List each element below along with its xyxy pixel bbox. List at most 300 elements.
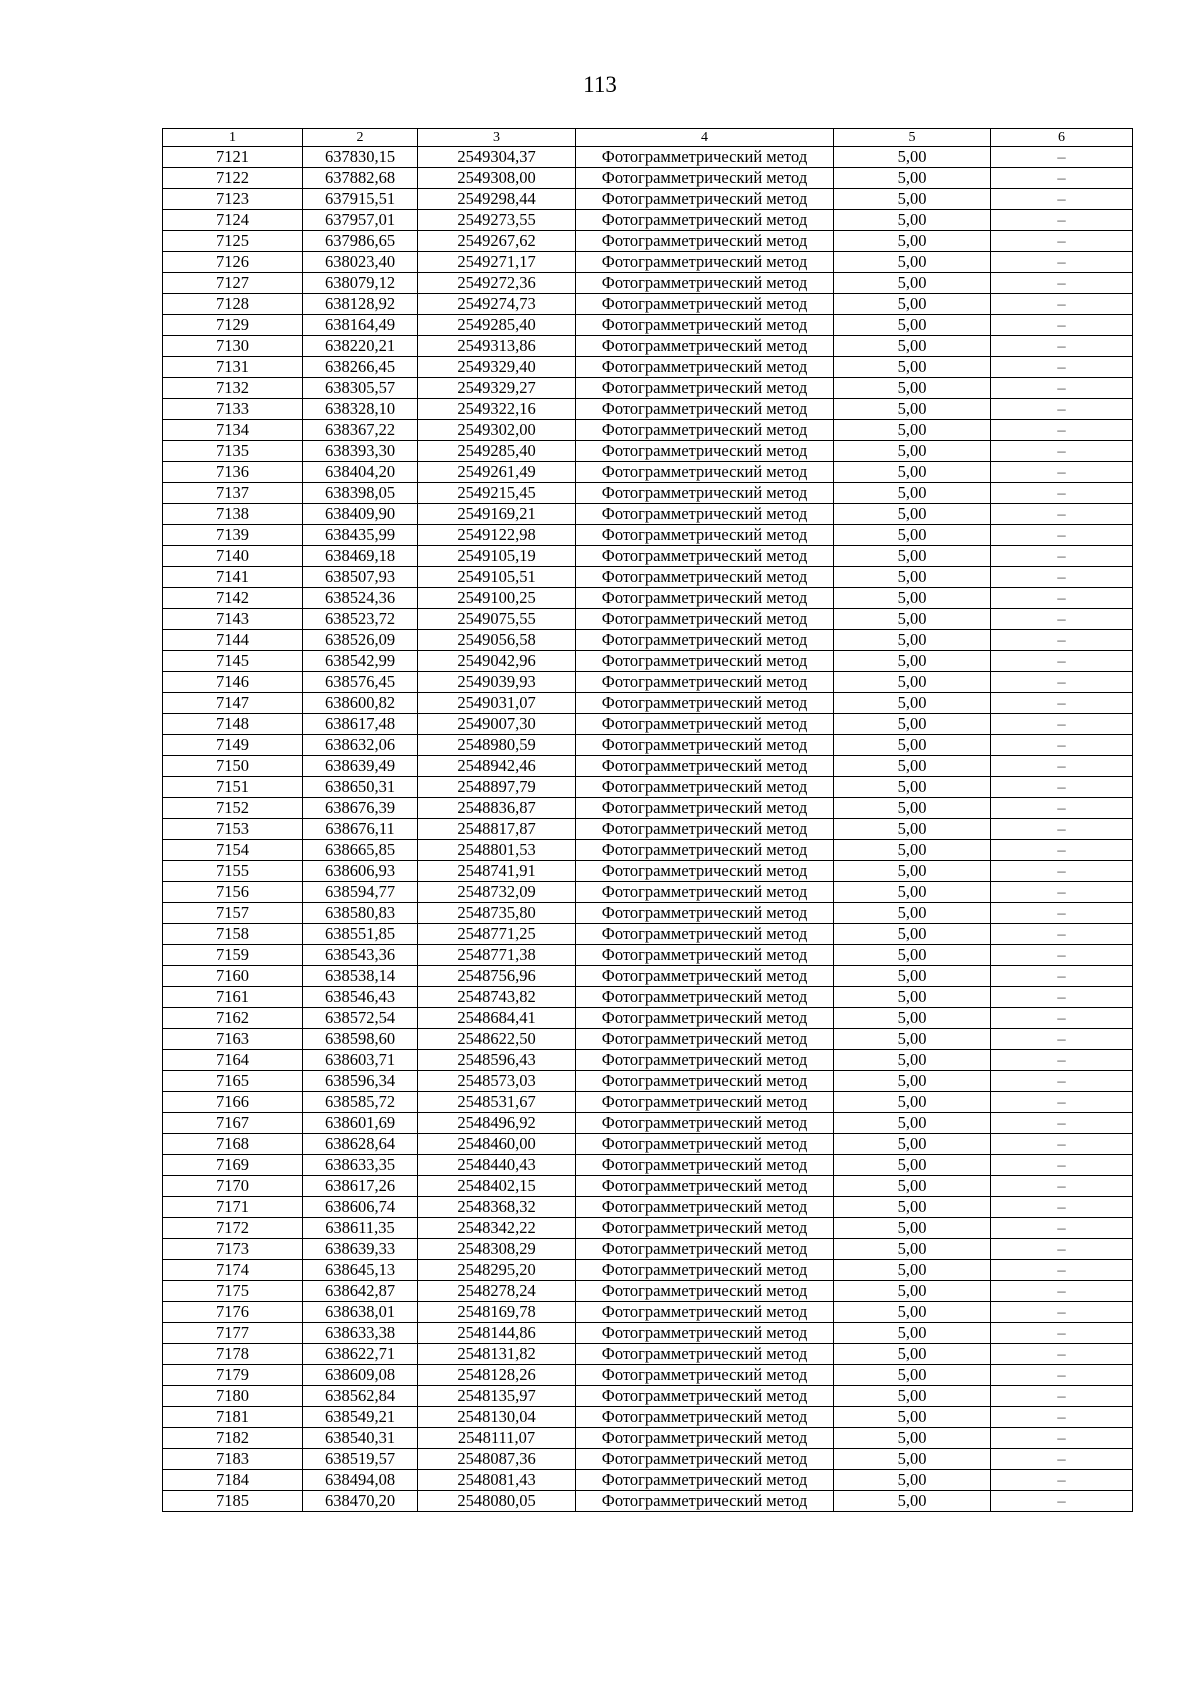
point-number-cell: 7122 (163, 168, 303, 189)
note-cell: – (991, 294, 1133, 315)
x-coordinate-cell: 638328,10 (303, 399, 418, 420)
method-cell: Фотограмметрический метод (576, 462, 834, 483)
note-cell: – (991, 315, 1133, 336)
point-number-cell: 7165 (163, 1071, 303, 1092)
point-number-cell: 7153 (163, 819, 303, 840)
note-cell: – (991, 1197, 1133, 1218)
accuracy-cell: 5,00 (834, 1239, 991, 1260)
y-coordinate-cell: 2548131,82 (418, 1344, 576, 1365)
note-cell: – (991, 1281, 1133, 1302)
method-cell: Фотограмметрический метод (576, 924, 834, 945)
y-coordinate-cell: 2549273,55 (418, 210, 576, 231)
point-number-cell: 7157 (163, 903, 303, 924)
method-cell: Фотограмметрический метод (576, 210, 834, 231)
accuracy-cell: 5,00 (834, 1218, 991, 1239)
point-number-cell: 7131 (163, 357, 303, 378)
table-row (163, 1155, 1133, 1176)
x-coordinate-cell: 637915,51 (303, 189, 418, 210)
method-cell: Фотограмметрический метод (576, 882, 834, 903)
method-cell: Фотограмметрический метод (576, 609, 834, 630)
accuracy-cell: 5,00 (834, 462, 991, 483)
x-coordinate-cell: 638676,11 (303, 819, 418, 840)
column-header: 5 (834, 129, 991, 147)
note-cell: – (991, 798, 1133, 819)
point-number-cell: 7156 (163, 882, 303, 903)
accuracy-cell: 5,00 (834, 672, 991, 693)
note-cell: – (991, 378, 1133, 399)
note-cell: – (991, 987, 1133, 1008)
x-coordinate-cell: 638598,60 (303, 1029, 418, 1050)
point-number-cell: 7146 (163, 672, 303, 693)
point-number-cell: 7154 (163, 840, 303, 861)
accuracy-cell: 5,00 (834, 756, 991, 777)
table-row (163, 462, 1133, 483)
table-row (163, 1302, 1133, 1323)
method-cell: Фотограмметрический метод (576, 189, 834, 210)
x-coordinate-cell: 638576,45 (303, 672, 418, 693)
x-coordinate-cell: 638642,87 (303, 1281, 418, 1302)
method-cell: Фотограмметрический метод (576, 903, 834, 924)
accuracy-cell: 5,00 (834, 1428, 991, 1449)
point-number-cell: 7123 (163, 189, 303, 210)
y-coordinate-cell: 2548897,79 (418, 777, 576, 798)
point-number-cell: 7149 (163, 735, 303, 756)
y-coordinate-cell: 2548771,25 (418, 924, 576, 945)
accuracy-cell: 5,00 (834, 567, 991, 588)
method-cell: Фотограмметрический метод (576, 483, 834, 504)
method-cell: Фотограмметрический метод (576, 168, 834, 189)
x-coordinate-cell: 638470,20 (303, 1491, 418, 1512)
accuracy-cell: 5,00 (834, 1344, 991, 1365)
accuracy-cell: 5,00 (834, 819, 991, 840)
note-cell: – (991, 840, 1133, 861)
point-number-cell: 7135 (163, 441, 303, 462)
table-body (163, 147, 1133, 1512)
point-number-cell: 7164 (163, 1050, 303, 1071)
note-cell: – (991, 1218, 1133, 1239)
note-cell: – (991, 1323, 1133, 1344)
y-coordinate-cell: 2548111,07 (418, 1428, 576, 1449)
y-coordinate-cell: 2548130,04 (418, 1407, 576, 1428)
y-coordinate-cell: 2548278,24 (418, 1281, 576, 1302)
x-coordinate-cell: 638540,31 (303, 1428, 418, 1449)
accuracy-cell: 5,00 (834, 1323, 991, 1344)
table-row (163, 588, 1133, 609)
table-row (163, 252, 1133, 273)
x-coordinate-cell: 638023,40 (303, 252, 418, 273)
point-number-cell: 7181 (163, 1407, 303, 1428)
table-row (163, 1323, 1133, 1344)
y-coordinate-cell: 2549075,55 (418, 609, 576, 630)
y-coordinate-cell: 2548460,00 (418, 1134, 576, 1155)
column-header: 2 (303, 129, 418, 147)
point-number-cell: 7139 (163, 525, 303, 546)
accuracy-cell: 5,00 (834, 735, 991, 756)
method-cell: Фотограмметрический метод (576, 1218, 834, 1239)
note-cell: – (991, 1071, 1133, 1092)
table-row (163, 924, 1133, 945)
point-number-cell: 7183 (163, 1449, 303, 1470)
y-coordinate-cell: 2548531,67 (418, 1092, 576, 1113)
point-number-cell: 7177 (163, 1323, 303, 1344)
note-cell: – (991, 231, 1133, 252)
point-number-cell: 7151 (163, 777, 303, 798)
note-cell: – (991, 756, 1133, 777)
y-coordinate-cell: 2549100,25 (418, 588, 576, 609)
note-cell: – (991, 1449, 1133, 1470)
table-row (163, 693, 1133, 714)
note-cell: – (991, 588, 1133, 609)
point-number-cell: 7184 (163, 1470, 303, 1491)
table-row (163, 1365, 1133, 1386)
table-row (163, 1491, 1133, 1512)
table-row (163, 945, 1133, 966)
method-cell: Фотограмметрический метод (576, 252, 834, 273)
table-row (163, 1071, 1133, 1092)
table-row (163, 483, 1133, 504)
table-row (163, 735, 1133, 756)
accuracy-cell: 5,00 (834, 903, 991, 924)
table-row (163, 357, 1133, 378)
x-coordinate-cell: 638367,22 (303, 420, 418, 441)
method-cell: Фотограмметрический метод (576, 588, 834, 609)
x-coordinate-cell: 638639,33 (303, 1239, 418, 1260)
point-number-cell: 7152 (163, 798, 303, 819)
point-number-cell: 7174 (163, 1260, 303, 1281)
note-cell: – (991, 462, 1133, 483)
table-row (163, 630, 1133, 651)
accuracy-cell: 5,00 (834, 1029, 991, 1050)
method-cell: Фотограмметрический метод (576, 1176, 834, 1197)
y-coordinate-cell: 2549169,21 (418, 504, 576, 525)
note-cell: – (991, 1428, 1133, 1449)
y-coordinate-cell: 2549272,36 (418, 273, 576, 294)
note-cell: – (991, 336, 1133, 357)
method-cell: Фотограмметрический метод (576, 1470, 834, 1491)
y-coordinate-cell: 2548342,22 (418, 1218, 576, 1239)
table-row (163, 1386, 1133, 1407)
point-number-cell: 7171 (163, 1197, 303, 1218)
accuracy-cell: 5,00 (834, 945, 991, 966)
x-coordinate-cell: 638549,21 (303, 1407, 418, 1428)
accuracy-cell: 5,00 (834, 1008, 991, 1029)
accuracy-cell: 5,00 (834, 273, 991, 294)
y-coordinate-cell: 2548573,03 (418, 1071, 576, 1092)
x-coordinate-cell: 638609,08 (303, 1365, 418, 1386)
method-cell: Фотограмметрический метод (576, 1134, 834, 1155)
note-cell: – (991, 420, 1133, 441)
table-row (163, 1344, 1133, 1365)
table-row (163, 1176, 1133, 1197)
note-cell: – (991, 1008, 1133, 1029)
table-row (163, 1113, 1133, 1134)
table-row (163, 1092, 1133, 1113)
method-cell: Фотограмметрический метод (576, 714, 834, 735)
table-row (163, 882, 1133, 903)
accuracy-cell: 5,00 (834, 483, 991, 504)
y-coordinate-cell: 2549122,98 (418, 525, 576, 546)
accuracy-cell: 5,00 (834, 693, 991, 714)
method-cell: Фотограмметрический метод (576, 1302, 834, 1323)
method-cell: Фотограмметрический метод (576, 441, 834, 462)
x-coordinate-cell: 638600,82 (303, 693, 418, 714)
point-number-cell: 7147 (163, 693, 303, 714)
accuracy-cell: 5,00 (834, 1470, 991, 1491)
table-row (163, 819, 1133, 840)
accuracy-cell: 5,00 (834, 1407, 991, 1428)
table-header-row (163, 129, 1133, 147)
y-coordinate-cell: 2548440,43 (418, 1155, 576, 1176)
column-header: 3 (418, 129, 576, 147)
note-cell: – (991, 1092, 1133, 1113)
x-coordinate-cell: 638606,74 (303, 1197, 418, 1218)
note-cell: – (991, 273, 1133, 294)
method-cell: Фотограмметрический метод (576, 777, 834, 798)
accuracy-cell: 5,00 (834, 504, 991, 525)
x-coordinate-cell: 638526,09 (303, 630, 418, 651)
y-coordinate-cell: 2549274,73 (418, 294, 576, 315)
method-cell: Фотограмметрический метод (576, 1428, 834, 1449)
x-coordinate-cell: 638633,35 (303, 1155, 418, 1176)
y-coordinate-cell: 2548128,26 (418, 1365, 576, 1386)
note-cell: – (991, 1344, 1133, 1365)
x-coordinate-cell: 638645,13 (303, 1260, 418, 1281)
y-coordinate-cell: 2548942,46 (418, 756, 576, 777)
note-cell: – (991, 1239, 1133, 1260)
x-coordinate-cell: 638524,36 (303, 588, 418, 609)
y-coordinate-cell: 2549007,30 (418, 714, 576, 735)
y-coordinate-cell: 2549285,40 (418, 315, 576, 336)
table-row (163, 609, 1133, 630)
note-cell: – (991, 357, 1133, 378)
x-coordinate-cell: 638409,90 (303, 504, 418, 525)
method-cell: Фотограмметрический метод (576, 735, 834, 756)
accuracy-cell: 5,00 (834, 1092, 991, 1113)
x-coordinate-cell: 638305,57 (303, 378, 418, 399)
note-cell: – (991, 1155, 1133, 1176)
table-row (163, 777, 1133, 798)
table-row (163, 1407, 1133, 1428)
point-number-cell: 7172 (163, 1218, 303, 1239)
table-row (163, 1029, 1133, 1050)
table-row (163, 336, 1133, 357)
point-number-cell: 7125 (163, 231, 303, 252)
method-cell: Фотограмметрический метод (576, 1386, 834, 1407)
x-coordinate-cell: 638580,83 (303, 903, 418, 924)
method-cell: Фотограмметрический метод (576, 1281, 834, 1302)
point-number-cell: 7159 (163, 945, 303, 966)
point-number-cell: 7136 (163, 462, 303, 483)
note-cell: – (991, 1491, 1133, 1512)
point-number-cell: 7173 (163, 1239, 303, 1260)
accuracy-cell: 5,00 (834, 714, 991, 735)
point-number-cell: 7126 (163, 252, 303, 273)
method-cell: Фотограмметрический метод (576, 1239, 834, 1260)
point-number-cell: 7182 (163, 1428, 303, 1449)
accuracy-cell: 5,00 (834, 609, 991, 630)
point-number-cell: 7166 (163, 1092, 303, 1113)
y-coordinate-cell: 2549329,27 (418, 378, 576, 399)
accuracy-cell: 5,00 (834, 1491, 991, 1512)
note-cell: – (991, 651, 1133, 672)
x-coordinate-cell: 638594,77 (303, 882, 418, 903)
accuracy-cell: 5,00 (834, 1365, 991, 1386)
point-number-cell: 7133 (163, 399, 303, 420)
note-cell: – (991, 399, 1133, 420)
table-row (163, 441, 1133, 462)
accuracy-cell: 5,00 (834, 525, 991, 546)
method-cell: Фотограмметрический метод (576, 1344, 834, 1365)
method-cell: Фотограмметрический метод (576, 1092, 834, 1113)
table-row (163, 420, 1133, 441)
point-number-cell: 7129 (163, 315, 303, 336)
method-cell: Фотограмметрический метод (576, 336, 834, 357)
accuracy-cell: 5,00 (834, 1113, 991, 1134)
note-cell: – (991, 1302, 1133, 1323)
table-row (163, 189, 1133, 210)
note-cell: – (991, 1470, 1133, 1491)
method-cell: Фотограмметрический метод (576, 987, 834, 1008)
point-number-cell: 7163 (163, 1029, 303, 1050)
point-number-cell: 7155 (163, 861, 303, 882)
accuracy-cell: 5,00 (834, 1050, 991, 1071)
y-coordinate-cell: 2548771,38 (418, 945, 576, 966)
note-cell: – (991, 441, 1133, 462)
note-cell: – (991, 546, 1133, 567)
table-row (163, 987, 1133, 1008)
coordinates-table (162, 128, 1133, 1512)
x-coordinate-cell: 638617,26 (303, 1176, 418, 1197)
x-coordinate-cell: 638542,99 (303, 651, 418, 672)
accuracy-cell: 5,00 (834, 798, 991, 819)
note-cell: – (991, 630, 1133, 651)
point-number-cell: 7168 (163, 1134, 303, 1155)
y-coordinate-cell: 2548732,09 (418, 882, 576, 903)
note-cell: – (991, 1113, 1133, 1134)
y-coordinate-cell: 2548741,91 (418, 861, 576, 882)
point-number-cell: 7132 (163, 378, 303, 399)
x-coordinate-cell: 638633,38 (303, 1323, 418, 1344)
x-coordinate-cell: 638128,92 (303, 294, 418, 315)
method-cell: Фотограмметрический метод (576, 1365, 834, 1386)
table-row (163, 840, 1133, 861)
table-row (163, 399, 1133, 420)
table-row (163, 525, 1133, 546)
point-number-cell: 7178 (163, 1344, 303, 1365)
note-cell: – (991, 714, 1133, 735)
point-number-cell: 7176 (163, 1302, 303, 1323)
point-number-cell: 7143 (163, 609, 303, 630)
accuracy-cell: 5,00 (834, 1134, 991, 1155)
table-row (163, 273, 1133, 294)
method-cell: Фотограмметрический метод (576, 420, 834, 441)
table-row (163, 1239, 1133, 1260)
table-row (163, 231, 1133, 252)
method-cell: Фотограмметрический метод (576, 1449, 834, 1470)
note-cell: – (991, 945, 1133, 966)
y-coordinate-cell: 2548368,32 (418, 1197, 576, 1218)
x-coordinate-cell: 638611,35 (303, 1218, 418, 1239)
table-row (163, 168, 1133, 189)
column-header: 6 (991, 129, 1133, 147)
y-coordinate-cell: 2549304,37 (418, 147, 576, 168)
accuracy-cell: 5,00 (834, 336, 991, 357)
y-coordinate-cell: 2549298,44 (418, 189, 576, 210)
note-cell: – (991, 567, 1133, 588)
x-coordinate-cell: 638617,48 (303, 714, 418, 735)
point-number-cell: 7145 (163, 651, 303, 672)
table-row (163, 861, 1133, 882)
x-coordinate-cell: 637986,65 (303, 231, 418, 252)
point-number-cell: 7169 (163, 1155, 303, 1176)
x-coordinate-cell: 638562,84 (303, 1386, 418, 1407)
method-cell: Фотограмметрический метод (576, 861, 834, 882)
method-cell: Фотограмметрический метод (576, 1029, 834, 1050)
point-number-cell: 7148 (163, 714, 303, 735)
note-cell: – (991, 168, 1133, 189)
method-cell: Фотограмметрический метод (576, 147, 834, 168)
accuracy-cell: 5,00 (834, 1071, 991, 1092)
page-number: 113 (583, 72, 617, 97)
note-cell: – (991, 1407, 1133, 1428)
accuracy-cell: 5,00 (834, 1449, 991, 1470)
y-coordinate-cell: 2548144,86 (418, 1323, 576, 1344)
table-row (163, 756, 1133, 777)
accuracy-cell: 5,00 (834, 882, 991, 903)
table-row (163, 567, 1133, 588)
x-coordinate-cell: 637830,15 (303, 147, 418, 168)
y-coordinate-cell: 2548087,36 (418, 1449, 576, 1470)
table-row (163, 1470, 1133, 1491)
point-number-cell: 7144 (163, 630, 303, 651)
accuracy-cell: 5,00 (834, 252, 991, 273)
y-coordinate-cell: 2549215,45 (418, 483, 576, 504)
y-coordinate-cell: 2549329,40 (418, 357, 576, 378)
x-coordinate-cell: 638538,14 (303, 966, 418, 987)
accuracy-cell: 5,00 (834, 1260, 991, 1281)
y-coordinate-cell: 2548817,87 (418, 819, 576, 840)
x-coordinate-cell: 638551,85 (303, 924, 418, 945)
point-number-cell: 7185 (163, 1491, 303, 1512)
y-coordinate-cell: 2549302,00 (418, 420, 576, 441)
method-cell: Фотограмметрический метод (576, 1155, 834, 1176)
table-row (163, 651, 1133, 672)
note-cell: – (991, 1029, 1133, 1050)
y-coordinate-cell: 2549261,49 (418, 462, 576, 483)
method-cell: Фотограмметрический метод (576, 1050, 834, 1071)
method-cell: Фотограмметрический метод (576, 525, 834, 546)
x-coordinate-cell: 638519,57 (303, 1449, 418, 1470)
note-cell: – (991, 861, 1133, 882)
y-coordinate-cell: 2548684,41 (418, 1008, 576, 1029)
x-coordinate-cell: 638079,12 (303, 273, 418, 294)
note-cell: – (991, 525, 1133, 546)
table-row (163, 798, 1133, 819)
note-cell: – (991, 504, 1133, 525)
method-cell: Фотограмметрический метод (576, 1260, 834, 1281)
method-cell: Фотограмметрический метод (576, 546, 834, 567)
note-cell: – (991, 1176, 1133, 1197)
point-number-cell: 7179 (163, 1365, 303, 1386)
point-number-cell: 7175 (163, 1281, 303, 1302)
method-cell: Фотограмметрический метод (576, 567, 834, 588)
y-coordinate-cell: 2548080,05 (418, 1491, 576, 1512)
x-coordinate-cell: 638638,01 (303, 1302, 418, 1323)
point-number-cell: 7161 (163, 987, 303, 1008)
y-coordinate-cell: 2548801,53 (418, 840, 576, 861)
note-cell: – (991, 1386, 1133, 1407)
point-number-cell: 7150 (163, 756, 303, 777)
